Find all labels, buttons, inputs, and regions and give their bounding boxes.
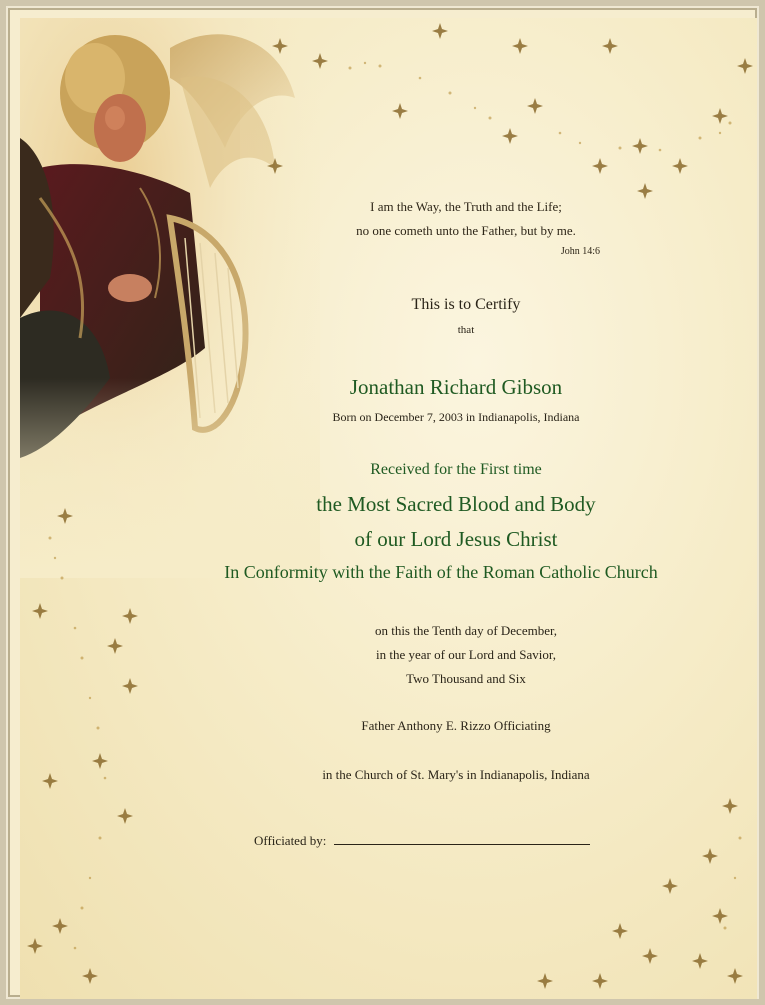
signature-label: Officiated by: (254, 833, 327, 848)
certify-heading: This is to Certify (411, 296, 521, 313)
date-line-3: Two Thousand and Six (406, 671, 526, 686)
church-line: in the Church of St. Mary's in Indianapolis, Indiana (322, 767, 590, 782)
date-line-1: on this the Tenth day of December, (374, 623, 558, 638)
verse-line-2: no one cometh unto the Father, but by me. (356, 223, 576, 238)
date-line-2: in the year of our Lord and Savior, (376, 647, 556, 662)
recipient-born: Born on December 7, 2003 in Indianapolis, Indiana (332, 410, 580, 424)
sacrament-line-2: of our Lord Jesus Christ (354, 527, 558, 551)
signature-block (254, 830, 674, 849)
verse-line-1: I am the Way, the Truth and the Life; (370, 199, 562, 214)
sacrament-line-1: the Most Sacred Blood and Body (316, 492, 596, 516)
certificate-text (20, 18, 757, 999)
certify-that: that (457, 324, 475, 336)
received-line: Received for the First time (370, 461, 542, 478)
signature-line[interactable] (334, 830, 590, 845)
conformity-line: In Conformity with the Faith of the Roman Catholic Church (224, 562, 658, 582)
certificate-paper (20, 18, 757, 999)
recipient-name: Jonathan Richard Gibson (349, 375, 563, 399)
officiant-line: Father Anthony E. Rizzo Officiating (361, 718, 551, 733)
verse-reference: John 14:6 (560, 246, 600, 257)
